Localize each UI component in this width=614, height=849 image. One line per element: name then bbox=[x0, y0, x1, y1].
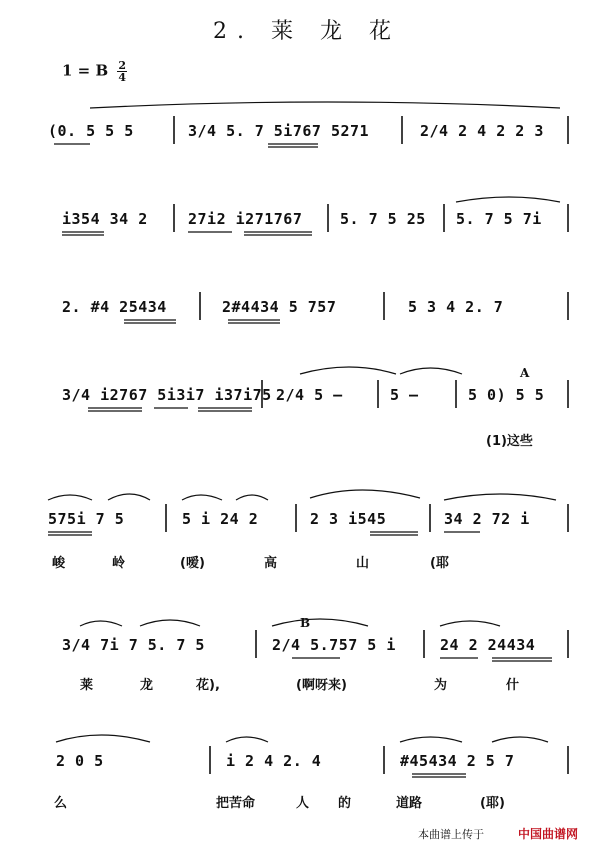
lyric: 人 bbox=[296, 796, 310, 811]
score-segment: 5. 7 5 25 bbox=[340, 210, 426, 228]
score-segment: (0. 5 5 5 bbox=[48, 122, 134, 140]
score-segment: 2/4 5 – bbox=[276, 386, 343, 404]
slur bbox=[90, 102, 560, 108]
score-segment: 2#4434 5 757 bbox=[222, 298, 337, 316]
lyric: (耶) bbox=[480, 796, 505, 811]
lyric: (耶 bbox=[430, 556, 449, 571]
lyric: 把苦命 bbox=[216, 796, 256, 811]
lyric: 岭 bbox=[112, 556, 126, 571]
section-mark-b: B bbox=[300, 616, 311, 630]
score-segment: 2/4 2 4 2 2 3 bbox=[420, 122, 544, 140]
time-numerator: 2 bbox=[118, 59, 127, 72]
slur bbox=[400, 737, 462, 742]
lyric: 么 bbox=[54, 796, 68, 811]
lyric: (嗳) bbox=[180, 556, 205, 571]
lyric: (啊呀来) bbox=[296, 678, 347, 693]
slur bbox=[492, 737, 548, 742]
slur bbox=[236, 495, 268, 500]
lyric: 花), bbox=[196, 678, 220, 693]
time-denominator: 4 bbox=[118, 71, 127, 84]
slur bbox=[48, 495, 92, 500]
lyric: 为 bbox=[434, 678, 448, 693]
score-segment: 5. 7 5 7i bbox=[456, 210, 542, 228]
footer-brand: 中国曲谱网 bbox=[518, 827, 579, 841]
slur bbox=[300, 367, 396, 374]
slur bbox=[440, 621, 500, 626]
slur bbox=[56, 735, 150, 742]
lyric: 莱 bbox=[80, 678, 94, 693]
score-segment: 3/4 7i 7 5. 7 5 bbox=[62, 636, 205, 654]
slur bbox=[108, 494, 150, 500]
lyric: 什 bbox=[506, 678, 520, 693]
score-segment: 34 2 72 i bbox=[444, 510, 530, 528]
slur bbox=[444, 494, 556, 500]
score-segment: 3/4 i2767 5i3i7 i37i75 bbox=[62, 386, 272, 404]
score-segment: 2/4 5.757 5 i bbox=[272, 636, 396, 654]
song-title: 2. 莱 龙 花 bbox=[213, 19, 401, 44]
section-mark-a: A bbox=[520, 366, 530, 380]
score-segment: 27i2 i271767 bbox=[188, 210, 303, 228]
score-segment: #45434 2 5 7 bbox=[400, 752, 515, 770]
slur bbox=[310, 490, 420, 498]
lyric: 峻 bbox=[52, 556, 66, 571]
score-segment: 24 2 24434 bbox=[440, 636, 536, 654]
slur bbox=[226, 737, 268, 742]
score-segment: i 2 4 2. 4 bbox=[226, 752, 322, 770]
score-segment: 575i 7 5 bbox=[48, 510, 125, 528]
lyric: 的 bbox=[338, 796, 352, 811]
score-segment: 5 i 24 2 bbox=[182, 510, 259, 528]
score-segment: 5 3 4 2. 7 bbox=[408, 298, 504, 316]
score-segment: 5 – bbox=[390, 386, 419, 404]
score-segment: 3/4 5. 7 5i767 5271 bbox=[188, 122, 370, 140]
slur bbox=[272, 619, 368, 626]
lyric-line-1: (1)这些 bbox=[486, 434, 533, 449]
lyric: 道路 bbox=[396, 796, 423, 811]
score-segment: i354 34 2 bbox=[62, 210, 148, 228]
lyric: 高 bbox=[264, 556, 278, 571]
slur bbox=[182, 495, 222, 500]
key-label: 1 = B bbox=[62, 61, 109, 80]
score-segment: 2 3 i545 bbox=[310, 510, 387, 528]
lyric: 山 bbox=[356, 556, 370, 571]
score-segment: 2 0 5 bbox=[56, 752, 104, 770]
slur bbox=[456, 197, 560, 202]
score-segment: 5 0) 5 5 bbox=[468, 386, 545, 404]
lyric: 龙 bbox=[140, 678, 154, 693]
score-segment: 2. #4 25434 bbox=[62, 298, 167, 316]
slur bbox=[140, 620, 200, 626]
slur bbox=[400, 368, 462, 374]
footer-text: 本曲谱上传于 bbox=[418, 828, 484, 841]
slur bbox=[80, 621, 122, 626]
